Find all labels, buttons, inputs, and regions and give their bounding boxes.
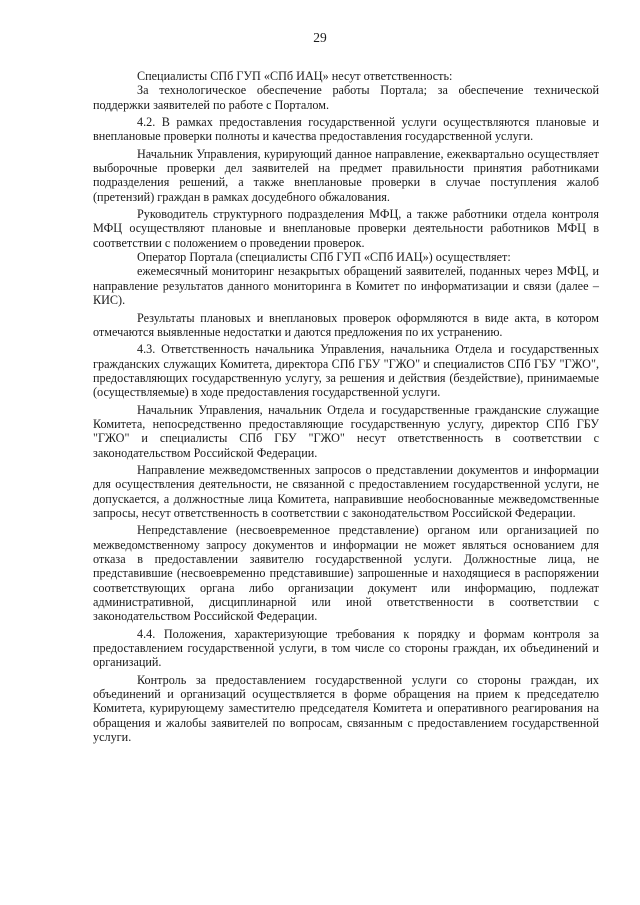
- paragraph-portal-support: За технологическое обеспечение работы Портала; за обеспечение технической поддержки заявителей по работе с Порталом.: [93, 83, 599, 112]
- paragraph-section-4-4: 4.4. Положения, характеризующие требования к порядку и формам контроля за предоставлением государственной услуги, в том числе со стороны граждан, их объединений и организаций.: [93, 626, 599, 670]
- paragraph-inspection-results: Результаты плановых и внеплановых проверок оформляются в виде акта, в котором отмечаются выявленные недостатки и даются предложения по их устранению.: [93, 310, 599, 339]
- paragraph-interagency-requests: Направление межведомственных запросов о представлении документов и информации для осуществления деятельности, не связанной с предоставлением государственной услуги, не допускается, а должностные лица Комитета, направившие необоснованные межведомственные запросы, несут ответственность в соответствии с законодательством Российской Федерации.: [93, 462, 599, 520]
- paragraph-monthly-monitoring: ежемесячный мониторинг незакрытых обращений заявителей, поданных через МФЦ, и направление результатов данного мониторинга в Комитет по информатизации и связи (далее – КИС).: [93, 264, 599, 308]
- paragraph-iac-responsibility: Специалисты СПб ГУП «СПб ИАЦ» несут ответственность:: [137, 69, 453, 83]
- paragraph-section-4-3: 4.3. Ответственность начальника Управления, начальника Отдела и государственных гражданских служащих Комитета, директора СПб ГБУ "ГЖО" и специалистов СПб ГБУ "ГЖО", предоставляющих государственную услугу, за решения и действия (бездействие), принимаемые (осуществляемые) в ходе предоставления государственной услуги.: [93, 342, 599, 400]
- document-body: [93, 69, 599, 744]
- paragraph-mfc-checks: Руководитель структурного подразделения МФЦ, а также работники отдела контроля МФЦ осуществляют плановые и внеплановые проверки деятельности работников МФЦ в соответствии с положением о проведении проверок.: [93, 207, 599, 250]
- paragraph-department-head-checks: Начальник Управления, курирующий данное направление, ежеквартально осуществляет выборочные проверки дел заявителей на предмет правильности принятия работниками подразделения решений, а также внеплановые проверки в случае поступления жалоб (претензий) граждан в рамках досудебного обжалования.: [93, 146, 599, 204]
- paragraph-officials-liability: Начальник Управления, начальник Отдела и государственные гражданские служащие Комитета, непосредственно предоставляющие государственную услугу, директор СПб ГБУ "ГЖО" и специалисты СПб ГБУ "ГЖО" несут ответственность в соответствии с законодательством Российской Федерации.: [93, 402, 599, 460]
- page-number: 29: [313, 30, 327, 45]
- paragraph-section-4-2: 4.2. В рамках предоставления государственной услуги осуществляются плановые и внеплановые проверки полноты и качества предоставления государственной услуги.: [93, 115, 599, 144]
- paragraph-public-control: Контроль за предоставлением государственной услуги со стороны граждан, их объединений и организаций осуществляется в форме обращения на прием к председателю Комитета, курирующему заместителю председателя Комитета и оперативного реагирования на обращения и жалобы заявителей по вопросам, связанным с предоставлением государственной услуги.: [93, 672, 599, 745]
- paragraph-portal-operator: Оператор Портала (специалисты СПб ГУП «СПб ИАЦ») осуществляет:: [137, 250, 511, 265]
- paragraph-non-submission: Непредставление (несвоевременное представление) органом или организацией по межведомственному запросу документов и информации не может являться основанием для отказа в предоставлении заявителю государственной услуги. Должностные лица, не представившие (несвоевременно представившие) запрошенные и находящиеся в распоряжении соответствующих органа либо организации документ или информацию, подлежат административной, дисциплинарной или иной ответственности в соответствии с законодательством Российской Федерации.: [93, 523, 599, 624]
